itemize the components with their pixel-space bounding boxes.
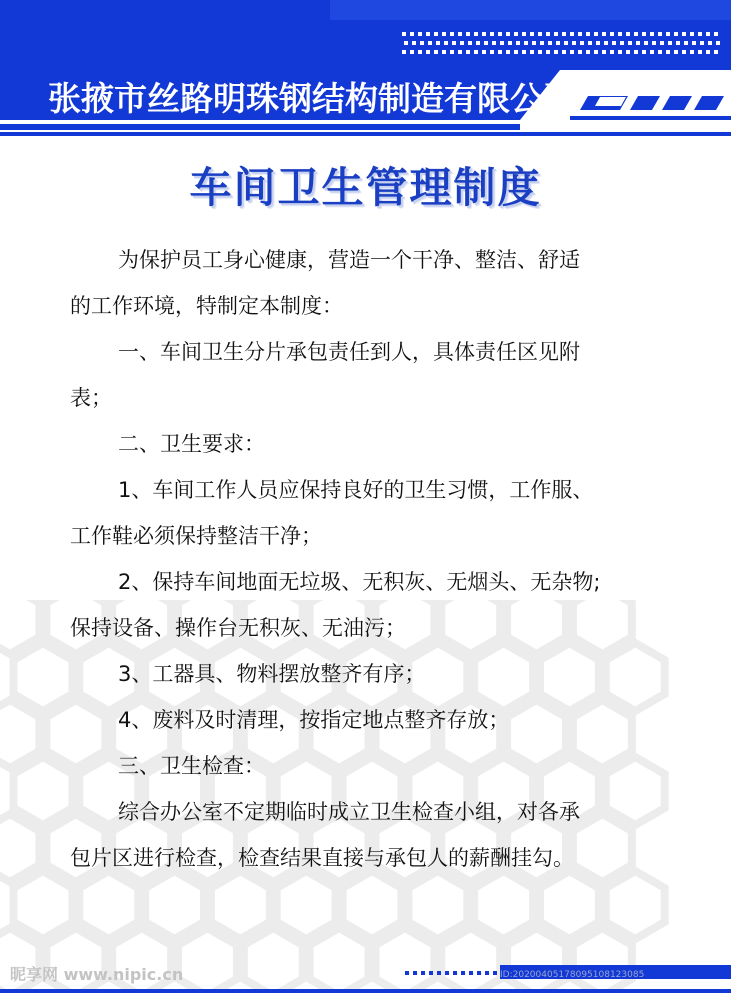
paragraph-line: 工作鞋必须保持整洁干净； <box>70 524 322 548</box>
header-banner <box>0 0 731 140</box>
section-heading: 二、卫生要求： <box>118 432 265 456</box>
paragraph-line: 一、车间卫生分片承包责任到人，具体责任区见附 <box>118 340 580 364</box>
paragraph-line: 1、车间工作人员应保持良好的卫生习惯，工作服、 <box>118 478 594 502</box>
document-body <box>70 237 668 881</box>
paragraph-line: 的工作环境，特制定本制度： <box>70 294 343 318</box>
section-heading: 三、卫生检查： <box>118 754 265 778</box>
company-name: 张掖市丝路明珠钢结构制造有限公司 <box>48 79 576 118</box>
document-title: 车间卫生管理制度 <box>189 163 542 212</box>
paragraph-line: 2、保持车间地面无垃圾、无积灰、无烟头、无杂物; <box>118 570 601 594</box>
paragraph-line: 保持设备、操作台无积灰、无油污； <box>70 616 406 640</box>
paragraph-line: 3、工器具、物料摆放整齐有序； <box>118 662 426 686</box>
watermark-id: ID:20200405178095108123085 <box>500 970 645 980</box>
paragraph-line: 包片区进行检查，检查结果直接与承包人的薪酬挂勾。 <box>70 846 574 870</box>
paragraph-line: 为保护员工身心健康，营造一个干净、整洁、舒适 <box>118 248 580 272</box>
watermark-text: 昵享网 www.nipic.cn <box>10 965 184 984</box>
paragraph-line: 4、废料及时清理，按指定地点整齐存放； <box>118 708 510 732</box>
paragraph-line: 表； <box>70 386 112 410</box>
paragraph-line: 综合办公室不定期临时成立卫生检查小组，对各承 <box>118 800 580 824</box>
